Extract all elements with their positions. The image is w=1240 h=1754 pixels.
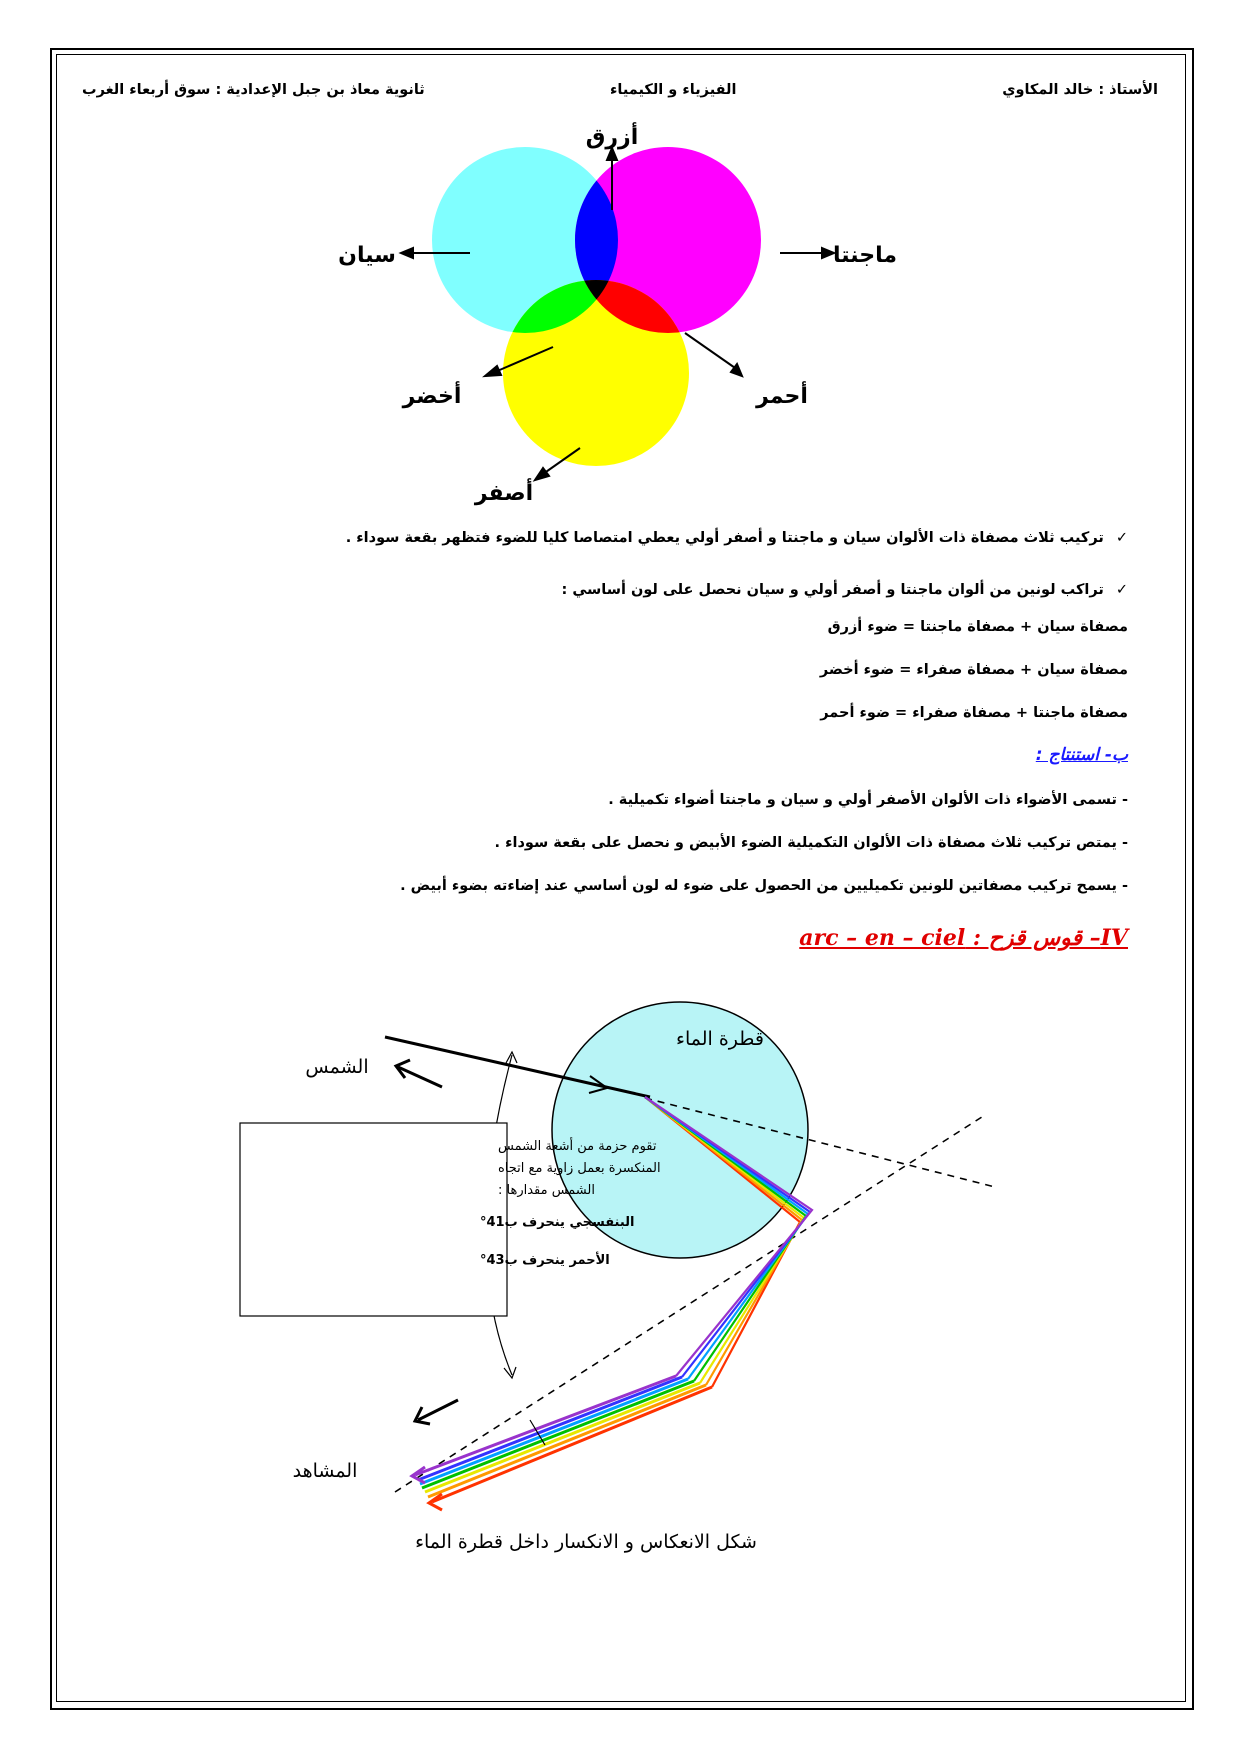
box-line-5: الأحمر ينحرف ب43° (480, 1253, 610, 1268)
header-subject: الفيزياء و الكيمياء (610, 82, 737, 98)
conclusion-item-1: - تسمى الأضواء ذات الألوان الأصفر أولي و سيان و ماجنتا أضواء تكميلية . (608, 792, 1128, 808)
label-blue: أزرق (585, 125, 639, 150)
section-title: IV– قوس قزح : arc – en – ciel (799, 925, 1128, 951)
conclusion-item-3: - يسمح تركيب مصفاتين للونين تكميليين من الحصول على ضوء له لون أساسي عند إضاءته بضوء أبيض . (400, 878, 1128, 894)
check-icon: ✓ (1115, 582, 1128, 598)
equation-blue: مصفاة سيان + مصفاة ماجنتا = ضوء أزرق (827, 619, 1128, 635)
label-green: أخضر (402, 384, 462, 409)
rays-outgoing (415, 1376, 712, 1502)
conclusion-item-2: - يمتص تركيب ثلاث مصفاة ذات الألوان التكميلية الضوء الأبيض و نحصل على بقعة سوداء . (494, 835, 1128, 851)
box-line-4: البنفسجي ينحرف ب41° (480, 1215, 635, 1230)
conclusion-title: ب- استنتاج : (1035, 745, 1128, 765)
box-line-3: الشمس مقدارها : (498, 1183, 595, 1198)
equation-red: مصفاة ماجنتا + مصفاة صفراء = ضوء أحمر (820, 705, 1128, 721)
label-yellow: أصفر (474, 481, 534, 506)
sun-label: الشمس (305, 1056, 369, 1078)
equation-green: مصفاة سيان + مصفاة صفراء = ضوء أخضر (819, 662, 1128, 678)
check-icon: ✓ (1115, 530, 1128, 546)
box-line-1: تقوم حزمة من أشعة الشمس (498, 1139, 657, 1154)
angle-info-box (240, 1123, 507, 1316)
observer-label: المشاهد (292, 1460, 358, 1482)
drop-label: قطرة الماء (676, 1028, 764, 1050)
label-cyan: سيان (338, 243, 396, 268)
bullet-2-text: تراكب لونين من ألوان ماجنتا و أصفر أولي و سيان نحصل على لون أساسي : (561, 582, 1104, 598)
diagram-caption: شكل الانعكاس و الانكسار داخل قطرة الماء (415, 1531, 757, 1553)
bullet-1-text: تركيب ثلاث مصفاة ذات الألوان سيان و ماجنتا و أصفر أولي يعطي امتصاصا كليا للضوء فتظهر بقعة سوداء . (345, 530, 1104, 546)
box-line-2: المنكسرة بعمل زاوية مع اتجاه (498, 1161, 661, 1176)
label-magenta: ماجنتا (833, 243, 897, 268)
label-red: أحمر (756, 384, 808, 409)
header-teacher: الأستاذ : خالد المكاوي (1002, 82, 1158, 98)
header-school: ثانوية معاذ بن جبل الإعدادية : سوق أربعاء الغرب (82, 82, 425, 98)
